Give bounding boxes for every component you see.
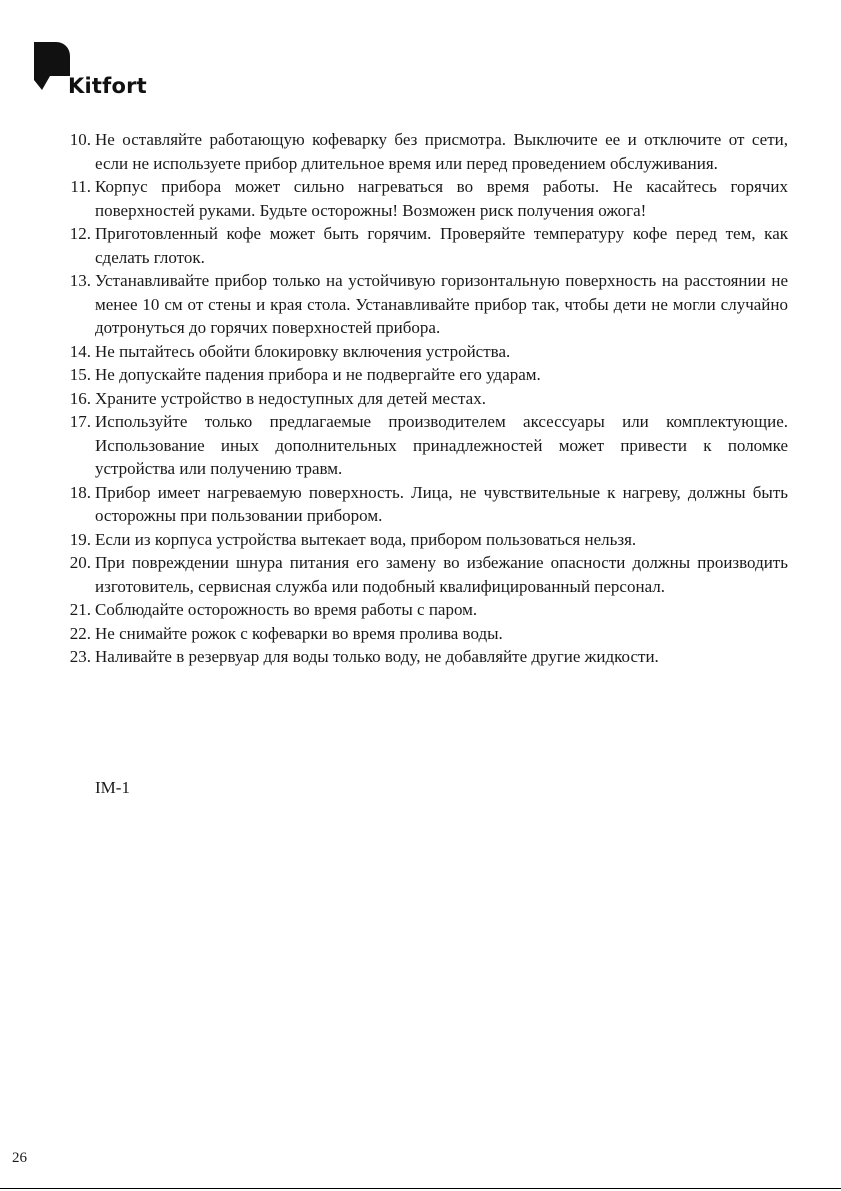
item-text: Храните устройство в недоступных для детей местах.	[95, 388, 486, 408]
item-number: 17.	[69, 412, 91, 431]
item-number: 13.	[69, 271, 91, 290]
list-item	[58, 128, 788, 175]
list-item	[58, 363, 788, 387]
item-text: Не допускайте падения прибора и не подвергайте его ударам.	[95, 365, 541, 384]
item-text: Если из корпуса устройства вытекает вода, прибором пользоваться нельзя.	[95, 529, 637, 549]
list-item	[58, 551, 788, 598]
document-code: IM-1	[95, 778, 130, 797]
item-text: Соблюдайте осторожность во время работы с паром.	[95, 600, 478, 619]
item-text: Прибор имеет нагреваемую поверхность. Лица, не чувствительные к нагреву, должны быть осторожны при пользовании прибором.	[95, 482, 788, 525]
item-text: Используйте только предлагаемые производителем аксессуары или комплектующие. Использование иных дополнительных принадлежностей может привести к поломке устройства или получению травм.	[95, 412, 788, 478]
safety-instructions	[58, 128, 788, 669]
list-item	[58, 622, 788, 646]
item-number: 10.	[69, 130, 91, 149]
list-item	[58, 528, 788, 552]
item-number: 15.	[69, 365, 91, 384]
list-item	[58, 222, 788, 269]
page-bottom-divider	[0, 1188, 841, 1189]
item-text: Приготовленный кофе может быть горячим. Проверяйте температуру кофе перед тем, как сделать глоток.	[95, 224, 788, 267]
item-number: 11.	[70, 177, 91, 196]
item-number: 20.	[69, 553, 91, 572]
item-number: 21.	[69, 600, 91, 619]
item-number: 12.	[69, 224, 91, 243]
item-number: 18.	[69, 482, 91, 502]
list-item	[58, 598, 788, 622]
item-text: При повреждении шнура питания его замену во избежание опасности должны производить изготовитель, сервисная служба или подобный квалифицированный персонал.	[95, 553, 788, 596]
item-text: Наливайте в резервуар для воды только воду, не добавляйте другие жидкости.	[95, 647, 659, 666]
brand-name: Kitfort	[68, 74, 147, 98]
item-number: 14.	[69, 341, 91, 361]
list-item	[58, 269, 788, 340]
list-item	[58, 645, 788, 669]
item-text: Корпус прибора может сильно нагреваться во время работы. Не касайтесь горячих поверхностей руками. Будьте осторожны! Возможен риск получения ожога!	[95, 177, 788, 220]
item-text: Не снимайте рожок с кофеварки во время пролива воды.	[95, 623, 503, 643]
item-number: 22.	[69, 623, 91, 643]
item-number: 16.	[69, 388, 91, 408]
list-item	[58, 481, 788, 528]
kitfort-mark-icon	[34, 42, 70, 94]
item-text: Устанавливайте прибор только на устойчивую горизонтальную поверхность на расстоянии не менее 10 см от стены и края стола. Устанавливайте прибор так, чтобы дети не могли случайно дотронуться до горячих поверхностей прибора.	[95, 271, 788, 337]
item-number: 23.	[69, 647, 91, 666]
list-item	[58, 175, 788, 222]
item-text: Не оставляйте работающую кофеварку без присмотра. Выключите ее и отключите от сети, если не используете прибор длительное время или перед проведением обслуживания.	[95, 130, 788, 173]
page-number: 26	[12, 1150, 27, 1166]
instruction-list	[58, 128, 788, 669]
list-item	[58, 340, 788, 364]
brand-logo	[34, 42, 174, 102]
item-number: 19.	[69, 529, 91, 549]
list-item	[58, 387, 788, 411]
list-item	[58, 410, 788, 481]
item-text: Не пытайтесь обойти блокировку включения устройства.	[95, 341, 511, 361]
